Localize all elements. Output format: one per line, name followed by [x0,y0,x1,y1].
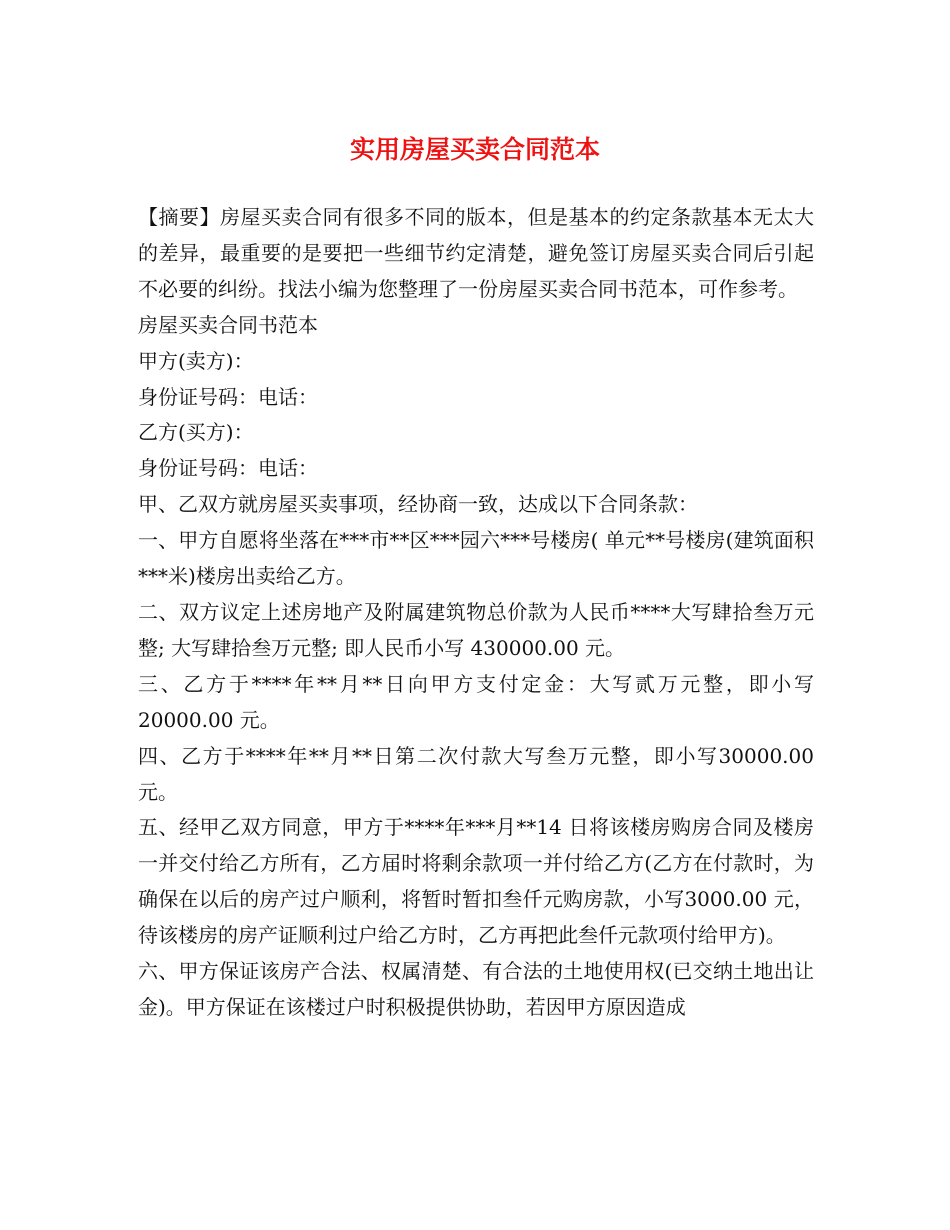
summary-paragraph: 【摘要】房屋买卖合同有很多不同的版本，但是基本的约定条款基本无太大的差异，最重要的是要把一些细节约定清楚，避免签订房屋买卖合同后引起不必要的纠纷。找法小编为您整理了一份房屋买卖合同书范本，可作参考。 [138,205,814,301]
contract-heading: 房屋买卖合同书范本 [138,312,318,337]
clause-3: 三、乙方于****年**月**日向甲方支付定金：大写贰万元整，即小写20000.00 元。 [138,671,814,732]
agreement-intro: 甲、乙双方就房屋买卖事项，经协商一致，达成以下合同条款： [138,492,698,517]
document-title: 实用房屋买卖合同范本 [349,135,600,164]
party-a-line: 甲方(卖方)： [138,348,254,373]
clause-1: 一、甲方自愿将坐落在***市**区***园六***号楼房( 单元**号楼房(建筑面积***米)楼房出卖给乙方。 [138,528,814,589]
clause-6: 六、甲方保证该房产合法、权属清楚、有合法的土地使用权(已交纳土地出让金)。甲方保证在该楼过户时积极提供协助，若因甲方原因造成 [138,959,814,1019]
party-a-id-line: 身份证号码：电话： [138,384,318,409]
party-b-id-line: 身份证号码：电话： [138,456,318,481]
clause-5: 五、经甲乙双方同意，甲方于****年***月**14 日将该楼房购房合同及楼房一并交付给乙方所有，乙方届时将剩余款项一并付给乙方(乙方在付款时，为确保在以后的房产过户顺利，将暂时暂扣叁仟元购房款，小写3000.00 元，待该楼房的房产证顺利过户给乙方时，乙方再把此叁仟元款项付给甲方)。 [138,815,814,948]
party-b-line: 乙方(买方)： [138,420,254,445]
document-body [138,200,814,1026]
clause-4: 四、乙方于****年**月**日第二次付款大写叁万元整，即小写30000.00 元。 [138,743,814,804]
clause-2: 二、双方议定上述房地产及附属建筑物总价款为人民币****大写肆拾叁万元整; 大写肆拾叁万元整; 即人民币小写 430000.00 元。 [138,599,814,660]
